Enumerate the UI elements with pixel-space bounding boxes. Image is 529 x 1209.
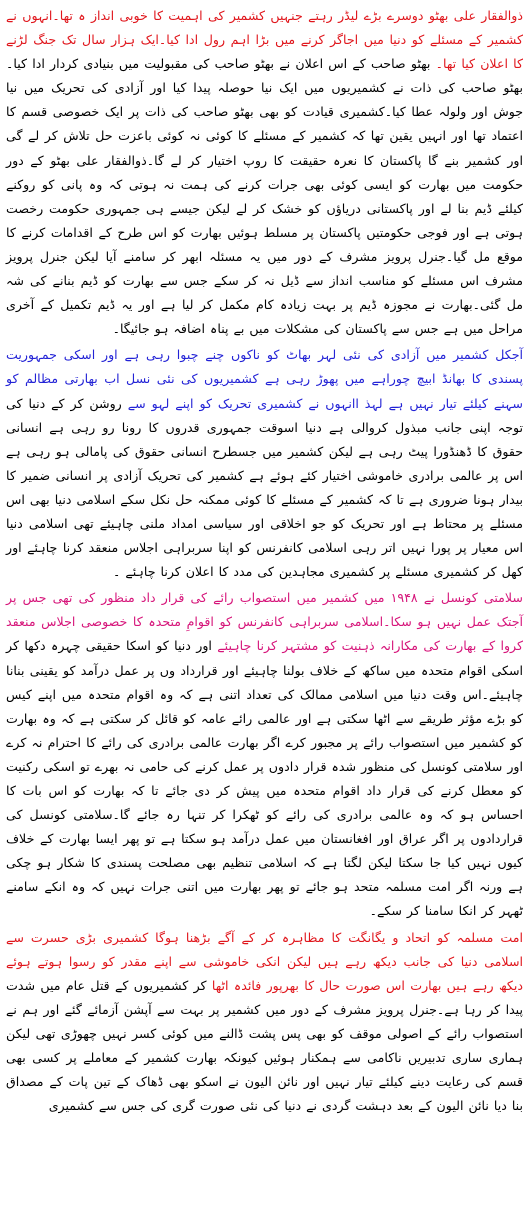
paragraph-3-magenta-run: سلامتی کونسل نے ۱۹۴۸ میں کشمیر میں استصواب رائے کی قرار داد منظور کی تھی جس پر آجتک عمل نہیں ہو سکا۔اسلامی سربراہی کانفرنس کو اقوامِ متحدہ کا خصوصی اجلاس منعقد کروا کے بھارت کی مکارانہ ذہنیت کو مشتہر کرنا چاہیئے <box>6 590 523 654</box>
paragraph-4-body-run: کر کشمیریوں کے قتل عام میں شدت پیدا کر رہا ہے۔جنرل پرویز مشرف کے دور میں کشمیر پر بہت سے آپشن آزمائے گئے اور ہم نے استصواب رائے کے اصولی موقف کو بھی پس پشت ڈالنے میں کوئی کسر نہیں چھوڑی تھی لیکن ہماری ساری تدبیریں ناکامی سے ہمکنار ہوئیں کیونکہ بھارت کشمیر کے معاملے پر کسی بھی قسم کی رعایت دینے کیلئے تیار نہیں اور نائن الیون نے اسکو بھی ڈھاک کے تین پات کے مصداق بنا دیا نائن الیون کے بعد دہشت گردی نے دنیا کی نئی صورت گری کی جس سے کشمیری <box>6 977 523 1114</box>
paragraph-2 <box>6 343 523 584</box>
paragraph-1-red-run: ذوالفقار علی بھٹو دوسرے بڑے لیڈر رہتے جنہیں کشمیر کی اہمیت کا خوبی انداز ہ تھا۔انہوں نے کشمیر کے مسئلے کو دنیا میں اجاگر کرنے میں بڑا اہم رول ادا کیا۔ایک ہزار سال تک جنگ لڑنے کا اعلان کیا تھا۔ <box>6 8 523 72</box>
paragraph-4-red-run: امت مسلمہ کو اتحاد و یگانگت کا مظاہرہ کر کے آگے بڑھنا ہوگا کشمیری بڑی حسرت سے اسلامی دنیا کی جانب دیکھ رہے ہیں لیکن انکی خاموشی سے اپنے مقدر کو رسوا ہوتے ہوئے دیکھ رہے ہیں بھارت اس صورت حال کا بھرپور فائدہ اٹھا <box>6 929 523 993</box>
paragraph-1-body-run: بھٹو صاحب کے اس اعلان نے بھٹو صاحب کی مقبولیت میں بنیادی کردار ادا کیا۔بھٹو صاحب کی ذات نے کشمیریوں میں ایک نیا حوصلہ پیدا کیا اور آزادی کی تحریک میں نیا جوش اور ولولہ عطا کیا۔کشمیری قیادت کو بھی بھٹو صاحب کی ذات پر ایک خصوصی قسم کا اعتماد تھا اور انہیں یقین تھا کہ کشمیر کے مسئلے کا کوئی نہ کوئی باعزت حل تلاش کر لے گی اور کشمیر بنے گا پاکستان کا نعرہ حقیقت کا روپ اختیار کر لے گا۔ذوالفقار علی بھٹو کے دور حکومت میں بھارت کو ایسی کوئی بھی جرات کرنے کی ہمت نہ ہوتی کہ وہ پانی کو روکنے کیلئے ڈیم بنا لے اور پاکستانی دریاؤں کو خشک کر لے لیکن جیسے ہی جمہوری حکومت رخصت ہوتی ہے اور فوجی حکومتیں پاکستان پر مسلط ہوئیں بھارت کو اس طرح کے اقدامات کرنے کا موقع مل گیا۔جنرل پرویز مشرف کے دور میں یہ مسئلہ ابھر کر سامنے آیا لیکن جنرل پرویز مشرف اس مسئلے کو مناسب انداز سے ڈیل نہ کر سکے جس سے بھارت کو ڈیم بنانے کی شہ مل گئی۔بھارت نے مجوزہ ڈیم پر بہت زیادہ کام مکمل کر لیا ہے اور یہ ڈیم تکمیل کے آخری مراحل میں ہے جس سے پاکستان کی مشکلات میں بے پناہ اضافہ ہو جائیگا۔ <box>6 56 523 337</box>
paragraph-2-body-run: روشن کر کے دنیا کی توجہ اپنی جانب مبذول کروالی ہے دنیا اسوقت جمہوری قدروں کا رونا رو رہی ہے انسانی حقوق کا ڈھنڈورا پیٹ رہی ہے لیکن کشمیر میں جسطرح انسانی حقوق کی پامالی ہو رہی ہے اس پر عالمی برادری خاموشی اختیار کئے ہوئے ہے کشمیر کی تحریک آزادی پر انسانی ضمیر کا بیدار ہونا ضروری ہے تا کہ کشمیر کے مسئلے کا کوئی ممکنہ حل نکل سکے اسلامی دنیا بھی اس مسئلے پر محتاط ہے اور تحریک کو جو اخلاقی اور سیاسی امداد ملنی چاہیئے تھی اسلامی دنیا اس معیار پر پورا نہیں اتر رہی اسلامی کانفرنس کو اپنا سربراہی اجلاس منعقد کرنا چاہئے اور کھل کر کشمیری مسئلے پر کشمیری مجاہدین کی مدد کا اعلان کرنا چاہئے ۔ <box>6 395 523 580</box>
paragraph-4 <box>6 926 523 1119</box>
paragraph-3-body-run: اور دنیا کو اسکا حقیقی چہرہ دکھا کر اسکی اقوام متحدہ میں ساکھ کے خلاف بولنا چاہیئے اور قرارداد وں پر عمل درآمد کو یقینی بنانا چاہیئے۔اس وقت دنیا میں اسلامی ممالک کی تعداد اتنی ہے کہ وہ اقوام متحدہ میں اپنے کیس کو بڑے مؤثر طریقے سے اٹھا سکتی ہے اور عالمی رائے عامہ کو قائل کر سکتی ہے کہ وہ بھارت کو کشمیر میں استصواب رائے پر مجبور کرے اگر بھارت عالمی برادری کی رائے کا احترام نہ کرے اور سلامتی کونسل کی منظور شدہ قرار دادوں پر عمل کرنے کی حامی نہ بھرے تو اسکی رکنیت کو معطل کرنے کی قرار داد اقوام متحدہ میں پیش کر دی جائے تا کہ بھارت کو اس بات کا احساس ہو کہ وہ عالمی برادری کی رائے کو ٹھکرا کر تنہا رہ جائے گا۔سلامتی کونسل کی قراردادوں پر اگر عراق اور افغانستان میں عمل درآمد ہو سکتا ہے تو پھر ایسا بھارت کے خلاف کیوں نہیں کیا جا سکتا لیکن لگتا ہے کہ اسلامی تنظیم بھی مصلحت پسندی کا شکار ہو چکی ہے ورنہ اگر امت مسلمہ متحد ہو جائے تو پھر بھارت میں اتنی جرات نہیں کہ وہ انکے سامنے ٹھہر کر انکا سامنا کر سکے۔ <box>6 638 523 919</box>
paragraph-3 <box>6 586 523 923</box>
paragraph-1 <box>6 4 523 341</box>
paragraph-2-blue-run: آجکل کشمیر میں آزادی کی نئی لہر بھاٹ کو ناکوں چنے چبوا رہی ہے اور اسکی جمہوریت پسندی کا بھانڈ ابیچ چوراہے میں پھوڑ رہی ہے کشمیریوں کی نئی نسل اب بھارتی مظالم کو سہنے کیلئے تیار نہیں ہے لہذ اانہوں نے کشمیری تحریک کو اپنے لہو سے <box>6 347 523 411</box>
